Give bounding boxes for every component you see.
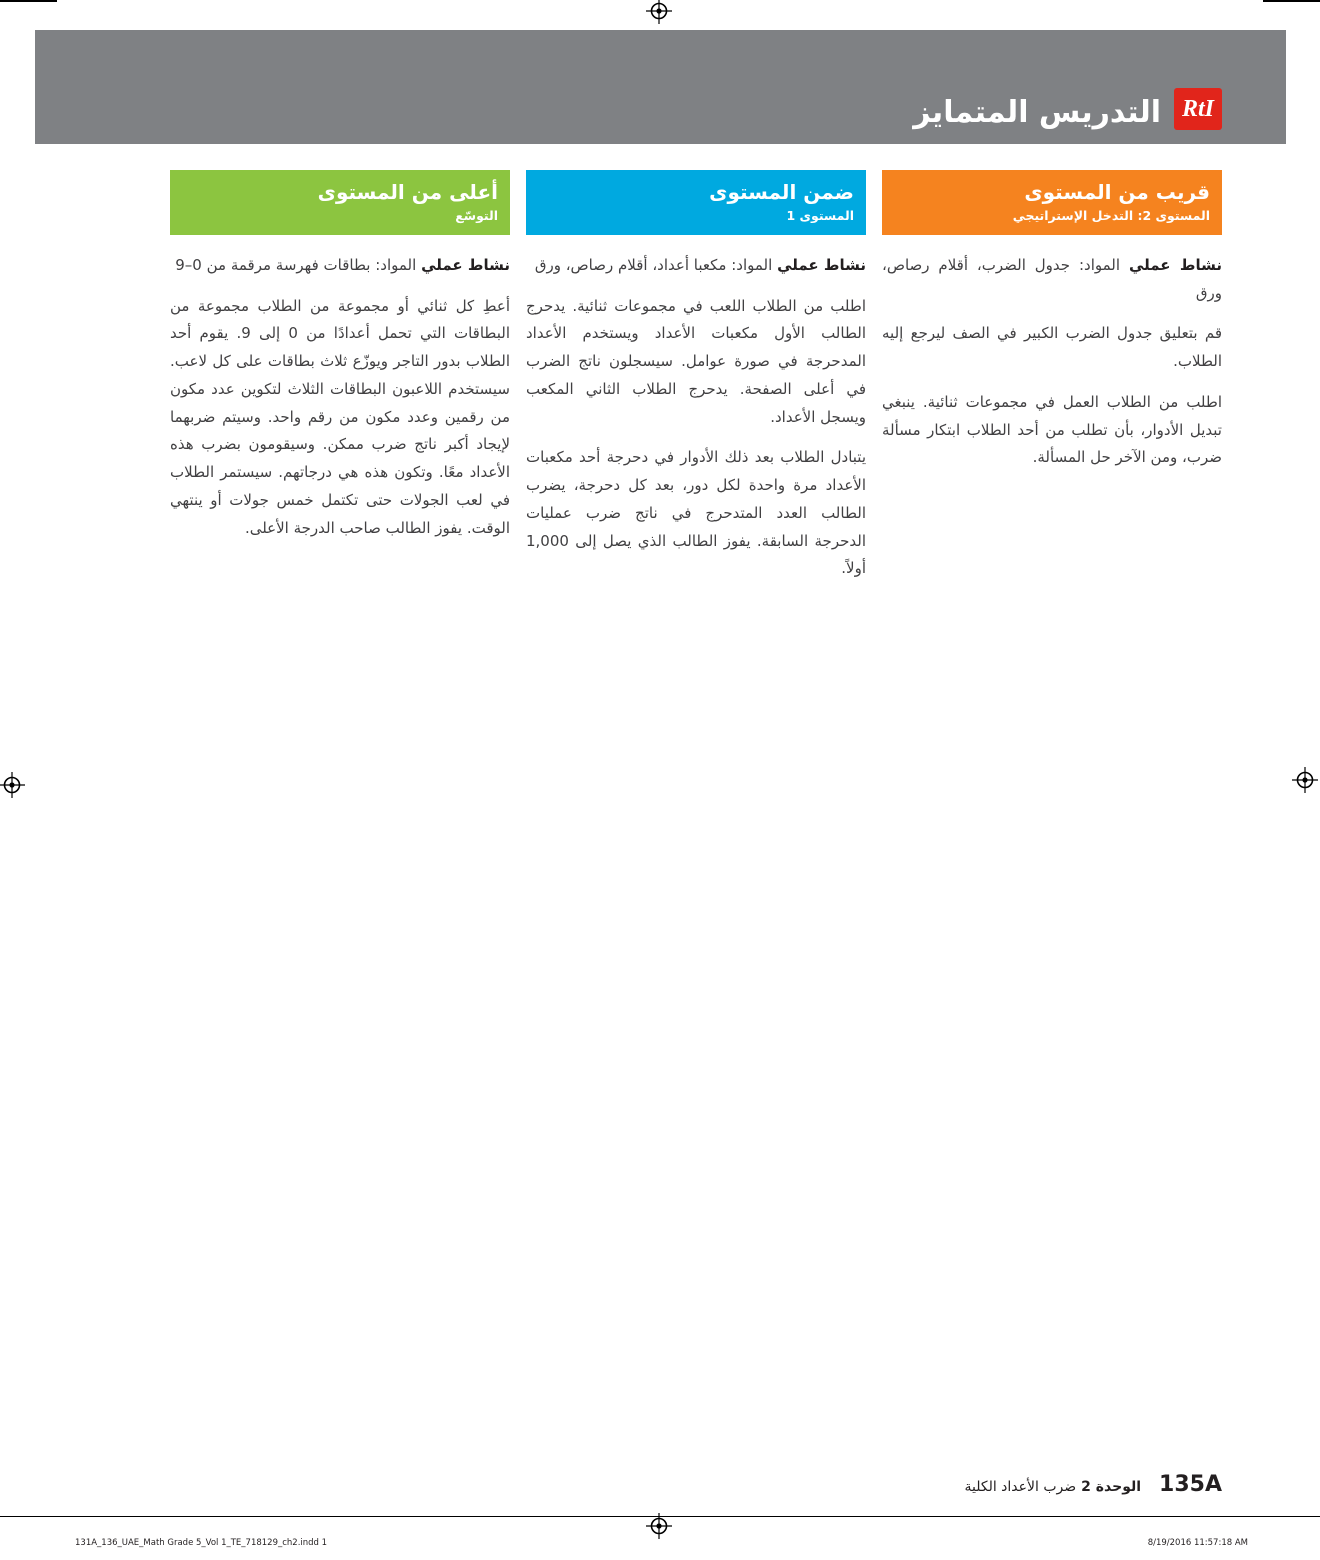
footer-page-number: 135A (1159, 1472, 1222, 1497)
column-above-level (170, 170, 510, 596)
column-body (526, 252, 866, 583)
registration-mark-left (0, 772, 25, 798)
column-on-level (526, 170, 866, 596)
materials-line (882, 252, 1222, 308)
column-subtitle: المستوى 2: التدخل الإستراتيجي (1012, 208, 1210, 223)
footer-unit-title: ضرب الأعداد الكلية (964, 1479, 1077, 1495)
materials-text: المواد: مكعبا أعداد، أقلام رصاص، ورق (534, 255, 773, 274)
page-title: التدريس المتمايز (913, 94, 1161, 130)
paragraph: يتبادل الطلاب بعد ذلك الأدوار في دحرجة أحد مكعبات الأعداد مرة واحدة لكل دور، بعد كل دحرجة، يضرب الطالب العدد المتدحرج في ناتج ضرب عمليات الدحرجة السابقة. يفوز الطالب الذي يصل إلى 1,000 أولاً. (526, 448, 866, 578)
registration-mark-top (646, 0, 672, 24)
column-body (882, 252, 1222, 472)
page-header-band (35, 30, 1286, 144)
materials-line (526, 252, 866, 280)
above-level-header (170, 170, 510, 235)
column-body (170, 252, 510, 543)
materials-line (170, 252, 510, 280)
level-columns (170, 170, 1222, 596)
paragraph: قم بتعليق جدول الضرب الكبير في الصف ليرجع إليه الطلاب. (882, 324, 1222, 370)
column-approaching-level (882, 170, 1222, 596)
print-footer-timestamp: 8/19/2016 11:57:18 AM (1147, 1538, 1248, 1548)
footer-unit-label: الوحدة 2 (1081, 1479, 1142, 1495)
column-title: أعلى من المستوى (317, 180, 498, 204)
print-footer-file: 131A_136_UAE_Math Grade 5_Vol 1_TE_718129_ch2.indd 1 (75, 1538, 328, 1548)
footer-unit-info (964, 1479, 1141, 1495)
footer-page-info (964, 1472, 1222, 1497)
paragraph: اطلب من الطلاب العمل في مجموعات ثنائية. ينبغي تبديل الأدوار، بأن تطلب من أحد الطلاب ابتكار مسألة ضرب، ومن الآخر حل المسألة. (882, 392, 1222, 467)
column-title: ضمن المستوى (709, 180, 854, 204)
registration-mark-right (1292, 767, 1318, 793)
paragraph: أعطِ كل ثنائي أو مجموعة من الطلاب مجموعة من البطاقات التي تحمل أعدادًا من 0 إلى 9. يقوم أحد الطلاب بدور التاجر ويوزّع ثلاث بطاقات على كل لاعب. سيستخدم اللاعبون البطاقات الثلاث لتكوين عدد مكون من رقمين وعدد مكون من رقم واحد. وسيتم ضربهما لإيجاد أكبر ناتج ضرب ممكن. وسيقومون بضرب هذه الأعداد معًا. وتكون هذه هي درجاتهم. سيستمر الطلاب في لعب الجولات حتى تكتمل خمس جولات أو ينتهي الوقت. يفوز الطالب صاحب الدرجة الأعلى. (170, 296, 510, 537)
activity-label: نشاط عملي (1128, 255, 1222, 274)
materials-text: المواد: جدول الضرب، أقلام رصاص، ورق (882, 255, 1222, 302)
on-level-header (526, 170, 866, 235)
column-subtitle: التوسّع (455, 208, 498, 223)
crop-mark-top-right (1263, 0, 1320, 2)
materials-text: المواد: بطاقات فهرسة مرقمة من 0–9 (175, 255, 417, 274)
column-title: قريب من المستوى (1024, 180, 1210, 204)
column-subtitle: المستوى 1 (786, 208, 854, 223)
activity-label: نشاط عملي (777, 255, 866, 274)
paragraph: اطلب من الطلاب اللعب في مجموعات ثنائية. يدحرج الطالب الأول مكعبات الأعداد ويستخدم الأعداد المدحرجة في صورة عوامل. سيسجلون ناتج الضرب في أعلى الصفحة. يدحرج الطلاب الثاني المكعب ويسجل الأعداد. (526, 296, 866, 426)
activity-label: نشاط عملي (421, 255, 510, 274)
bottom-rule (0, 1516, 1320, 1517)
crop-mark-top-left (0, 0, 57, 2)
approaching-level-header (882, 170, 1222, 235)
rti-logo: RtI (1174, 88, 1222, 130)
